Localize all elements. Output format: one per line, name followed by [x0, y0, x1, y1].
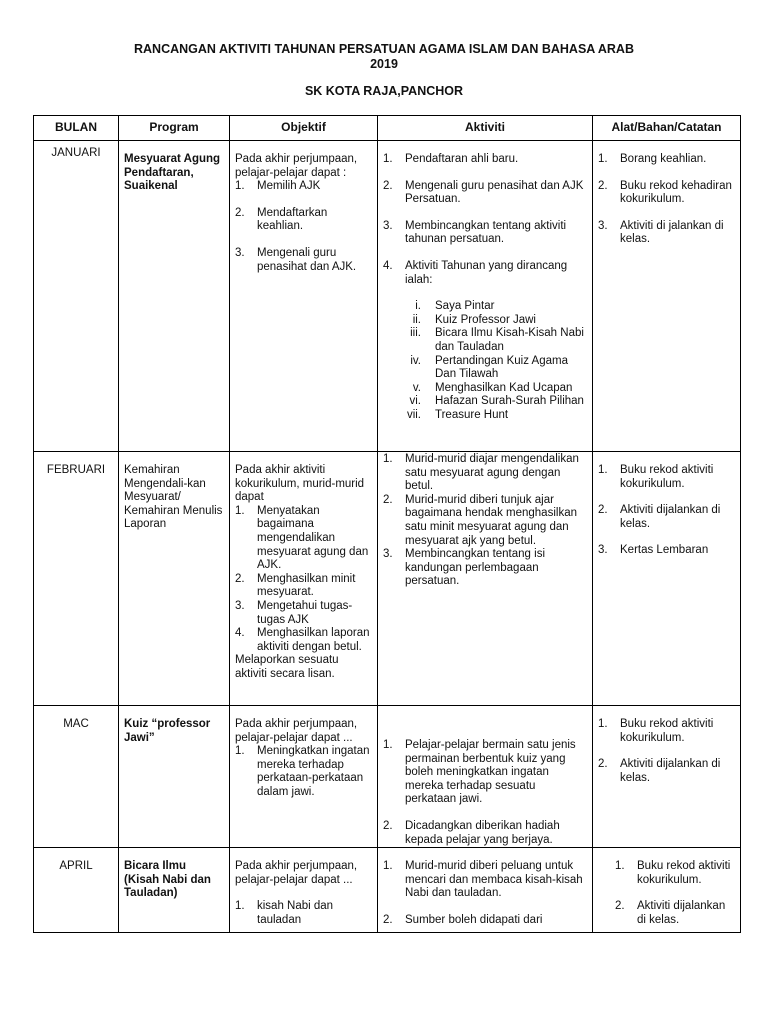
month-cell: APRIL	[59, 860, 93, 873]
program-cell: Kuiz “professor Jawi”	[124, 718, 211, 744]
sub-list-item: i. Saya Pintar	[415, 300, 495, 313]
program-cell: Bicara Ilmu (Kisah Nabi dan Tauladan)	[124, 860, 211, 900]
list-item: 3. Kertas Lembaran	[598, 544, 709, 557]
sub-list-item: ii. Kuiz Professor Jawi	[412, 313, 536, 326]
list-item: 1. Murid-murid diberi peluang untuk mencari dan membaca kisah-kisah Nabi dan tauladan.	[383, 860, 583, 900]
list-item: 2. Aktiviti dijalankan di kelas.	[598, 758, 721, 784]
month-cell: FEBRUARI	[46, 464, 106, 476]
list-item: 1. Buku rekod aktiviti kokurikulum.	[598, 718, 714, 744]
school-name: SK KOTA RAJA,PANCHOR	[304, 84, 464, 98]
list-item: 2. Mengenali guru penasihat dan AJK Persatuan.	[383, 179, 584, 206]
column-header-catatan: Alat/Bahan/Catatan	[593, 116, 741, 141]
list-item: 1. Memilih AJK	[235, 180, 321, 193]
list-item: 1. Murid-murid diajar mengendalikan satu mesyuarat agung dengan betul.	[383, 453, 579, 493]
list-item: 1. Pelajar-pelajar bermain satu jenis permainan berbentuk kuiz yang boleh meningkatkan ingatan mereka terhadap sesuatu perkataan jawi.	[383, 739, 576, 806]
document-title: RANCANGAN AKTIVITI TAHUNAN PERSATUAN AGAMA ISLAM DAN BAHASA ARAB	[134, 42, 634, 56]
month-cell: JANUARI	[51, 147, 101, 159]
table-row	[34, 706, 741, 848]
list-item: 1. Menyatakan bagaimana mengendalikan mesyuarat agung dan AJK.	[235, 504, 369, 572]
list-item: 2. Dicadangkan diberikan hadiah kepada pelajar yang berjaya.	[383, 819, 560, 846]
table-header-row	[34, 116, 741, 141]
list-item: 1. Buku rekod aktiviti kokurikulum.	[598, 464, 714, 490]
program-cell: Kemahiran Mengendali-kan Mesyuarat/ Kemahiran Menulis Laporan	[124, 464, 223, 531]
list-item: 3. Mengenali guru penasihat dan AJK.	[235, 246, 357, 273]
sub-list-item: iv. Pertandingan Kuiz Agama Dan Tilawah	[410, 354, 568, 381]
list-item: 2. Aktiviti dijalankan di kelas.	[615, 900, 726, 926]
list-item: 1. Buku rekod aktiviti kokurikulum.	[615, 860, 731, 886]
objektif-intro: Pada akhir perjumpaan, pelajar-pelajar dapat :	[235, 153, 358, 179]
objektif-intro: Pada akhir aktiviti kokurikulum, murid-murid dapat	[235, 464, 365, 504]
list-item: 3. Aktiviti di jalankan di kelas.	[598, 219, 724, 246]
list-item: 1. Meningkatkan ingatan mereka terhadap perkataan-perkataan dalam jawi.	[235, 745, 370, 798]
objektif-intro: Pada akhir perjumpaan, pelajar-pelajar dapat ...	[235, 718, 358, 744]
activity-plan-table	[33, 115, 741, 933]
objektif-outro: Melaporkan sesuatu aktiviti secara lisan.	[235, 654, 339, 680]
column-header-aktiviti: Aktiviti	[378, 116, 593, 141]
sub-list-item: v. Menghasilkan Kad Ucapan	[412, 381, 573, 394]
column-header-bulan: BULAN	[34, 116, 119, 141]
list-item: 1. Borang keahlian.	[598, 153, 707, 165]
list-item: 3. Membincangkan tentang aktiviti tahunan persatuan.	[383, 219, 567, 246]
column-header-program: Program	[119, 116, 230, 141]
table-row	[34, 452, 741, 706]
document-year: 2019	[370, 57, 398, 71]
program-cell: Mesyuarat Agung Pendaftaran, Suaikenal	[124, 153, 221, 193]
list-item: 2. Sumber boleh didapati dari	[383, 913, 543, 926]
objektif-intro: Pada akhir perjumpaan, pelajar-pelajar dapat ...	[235, 860, 358, 886]
list-item: 3. Mengetahui tugas-tugas AJK	[235, 599, 353, 626]
list-item: 4. Aktiviti Tahunan yang dirancang ialah:	[383, 259, 568, 286]
sub-list-item: vi. Hafazan Surah-Surah Pilihan	[409, 395, 584, 408]
list-item: 1. Pendaftaran ahli baru.	[383, 153, 519, 165]
month-cell: MAC	[63, 718, 89, 730]
column-header-objektif: Objektif	[230, 116, 378, 141]
table-row	[34, 141, 741, 452]
list-item: 2. Aktiviti dijalankan di kelas.	[598, 504, 721, 530]
list-item: 4. Menghasilkan laporan aktiviti dengan betul.	[235, 627, 370, 653]
list-item: 3. Membincangkan tentang isi kandungan perlembagaan persatuan.	[383, 548, 545, 588]
list-item: 2. Murid-murid diberi tunjuk ajar bagaimana hendak menghasilkan satu minit mesyuarat agung dan mesyuarat ajk yang betul.	[383, 493, 577, 547]
list-item: 2. Buku rekod kehadiran kokurikulum.	[598, 179, 732, 206]
list-item: 2. Mendaftarkan keahlian.	[235, 206, 328, 233]
table-row	[34, 848, 741, 933]
list-item: 1. kisah Nabi dan tauladan	[235, 900, 334, 926]
list-item: 2. Menghasilkan minit mesyuarat.	[235, 572, 356, 599]
sub-list-item: iii. Bicara Ilmu Kisah-Kisah Nabi dan Tauladan	[410, 327, 584, 353]
sub-list-item: vii. Treasure Hunt	[406, 408, 509, 421]
